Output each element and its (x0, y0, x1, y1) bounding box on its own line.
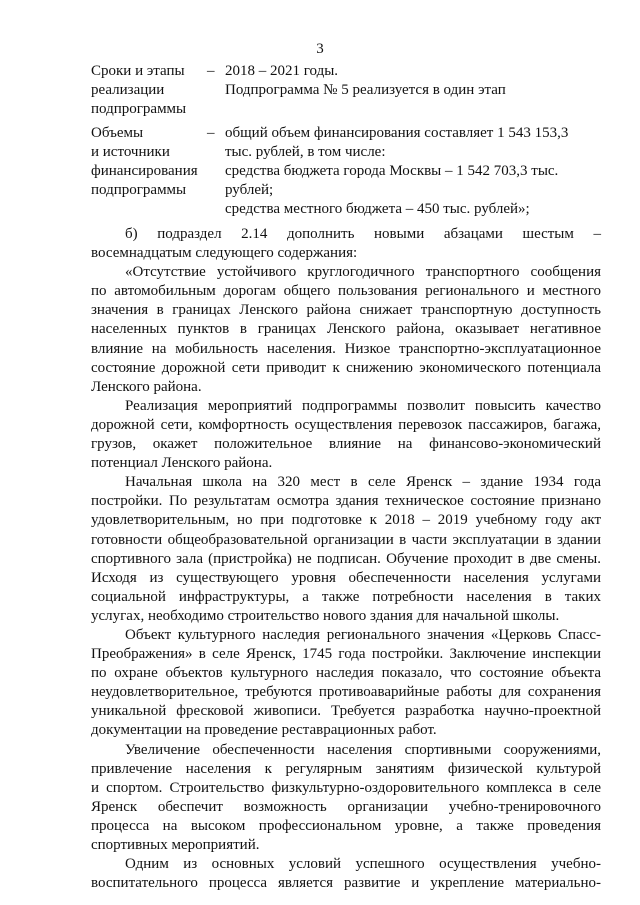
paragraph-school (91, 473, 601, 626)
label-line: и источники (91, 144, 170, 160)
text-line: по охране объектов культурного наследия показало, что состояние объекта (91, 665, 601, 682)
label-line: финансирования (91, 163, 198, 179)
text-line: грузов, окажет положительное влияние на финансово-экономический (91, 436, 601, 453)
text-line: Преображения» в селе Яренск, 1745 года постройки. Заключение инспекции (91, 646, 601, 663)
text-line: дорожной сети, комфортность осуществления перевозок пассажиров, багажа, (91, 416, 601, 433)
text-line: «Отсутствие устойчивого круглогодичного транспортного сообщения (125, 264, 601, 281)
label-line: реализации (91, 82, 165, 98)
row-label (91, 62, 201, 119)
text-line: Реализация мероприятий подпрограммы позволит повысить качество (125, 397, 601, 414)
text-line: постройки. По результатам осмотра здания техническое состояние признано (91, 493, 601, 510)
label-line: подпрограммы (91, 182, 187, 198)
paragraph-transport (91, 263, 601, 397)
paragraph-amendment (91, 225, 601, 263)
text-line: уникальной фресковой живописи. Требуется разработка научно-проектной (91, 703, 601, 720)
value-line: средства бюджета города Москвы – 1 542 703,3 тыс. (225, 163, 559, 179)
text-line: готовности общеобразовательной организации в части эксплуатации в здании (91, 531, 601, 548)
text-line: Объект культурного наследия регионального значения «Церковь Спасс- (125, 626, 601, 643)
text-line: удовлетворительным, но при подготовке к 2018 – 2019 учебному году акт (91, 512, 601, 529)
text-line: социальной инфраструктуры, а также потребности населения в таких (91, 588, 601, 605)
text-line: потенциал Ленского района. (91, 455, 273, 472)
document-body (91, 225, 601, 893)
text-line: услугах, необходимо строительство нового здания для начальной школы. (91, 607, 560, 624)
text-line: Начальная школа на 320 мест в селе Яренск – здание 1934 года (125, 474, 601, 491)
text-line: и спортом. Строительство физкультурно-оздоровительного комплекса в селе (91, 779, 601, 796)
text-line: спортивных мероприятий. (91, 837, 260, 853)
paragraph-education (91, 855, 601, 893)
text-line: по автомобильным дорогам общего пользования регионального и местного (91, 283, 601, 300)
value-line: 2018 – 2021 годы. (225, 63, 339, 79)
label-line: Объемы (91, 125, 144, 141)
value-line: рублей; (225, 182, 274, 198)
row-value (225, 62, 601, 100)
value-line: средства местного бюджета – 450 тыс. рублей»; (225, 201, 530, 217)
text-line: документации на проведение реставрационных работ. (91, 722, 437, 739)
text-line: Яренск обеспечит возможность организации учебно-тренировочного (91, 798, 601, 815)
text-line: воспитательного процесса является развитие и укрепление материально- (91, 875, 601, 892)
label-line: Сроки и этапы (91, 63, 185, 79)
text-line: значения в границах Ленского района снижает транспортную доступность (91, 302, 601, 319)
paragraph-sports (91, 741, 601, 856)
row-value (225, 124, 601, 219)
text-line: б) подраздел 2.14 дополнить новыми абзацами шестым – (125, 226, 601, 242)
value-line: тыс. рублей, в том числе: (225, 144, 386, 160)
paragraph-church (91, 626, 601, 741)
text-line: влияние на мобильность населения. Низкое транспортно-эксплуатационное (91, 340, 601, 357)
text-line: неудовлетворительное, требуются противоаварийные работы для сохранения (91, 684, 601, 701)
value-line: Подпрограмма № 5 реализуется в один этап (225, 82, 506, 98)
text-line: привлечение населения к регулярным занятиям физической культурой (91, 760, 601, 777)
label-line: подпрограммы (91, 101, 187, 117)
row-dash: – (207, 125, 215, 141)
text-line: Одним из основных условий успешного осуществления учебно- (125, 856, 601, 873)
text-line: спортивного зала (пристройка) не подписан. Обучение проходит в две смены. (91, 550, 601, 567)
page-number: 3 (316, 41, 324, 57)
text-line: населенных пунктов в границах Ленского района, оказывает негативное (91, 321, 601, 338)
row-label (91, 124, 201, 200)
text-line: Увеличение обеспеченности населения спортивными сооружениями, (125, 741, 601, 758)
value-line: общий объем финансирования составляет 1 543 153,3 (225, 125, 569, 141)
text-line: Ленского района. (91, 378, 202, 395)
row-dash: – (207, 63, 215, 79)
text-line: Исходя из существующего уровня обеспеченности населения услугами (91, 569, 601, 586)
text-line: восемнадцатым следующего содержания: (91, 245, 358, 262)
paragraph-roads (91, 397, 601, 473)
text-line: процесса на высоком профессиональном уровне, а также проведения (91, 817, 601, 834)
text-line: состояние дорожной сети приводит к снижению экономического потенциала (91, 359, 601, 376)
